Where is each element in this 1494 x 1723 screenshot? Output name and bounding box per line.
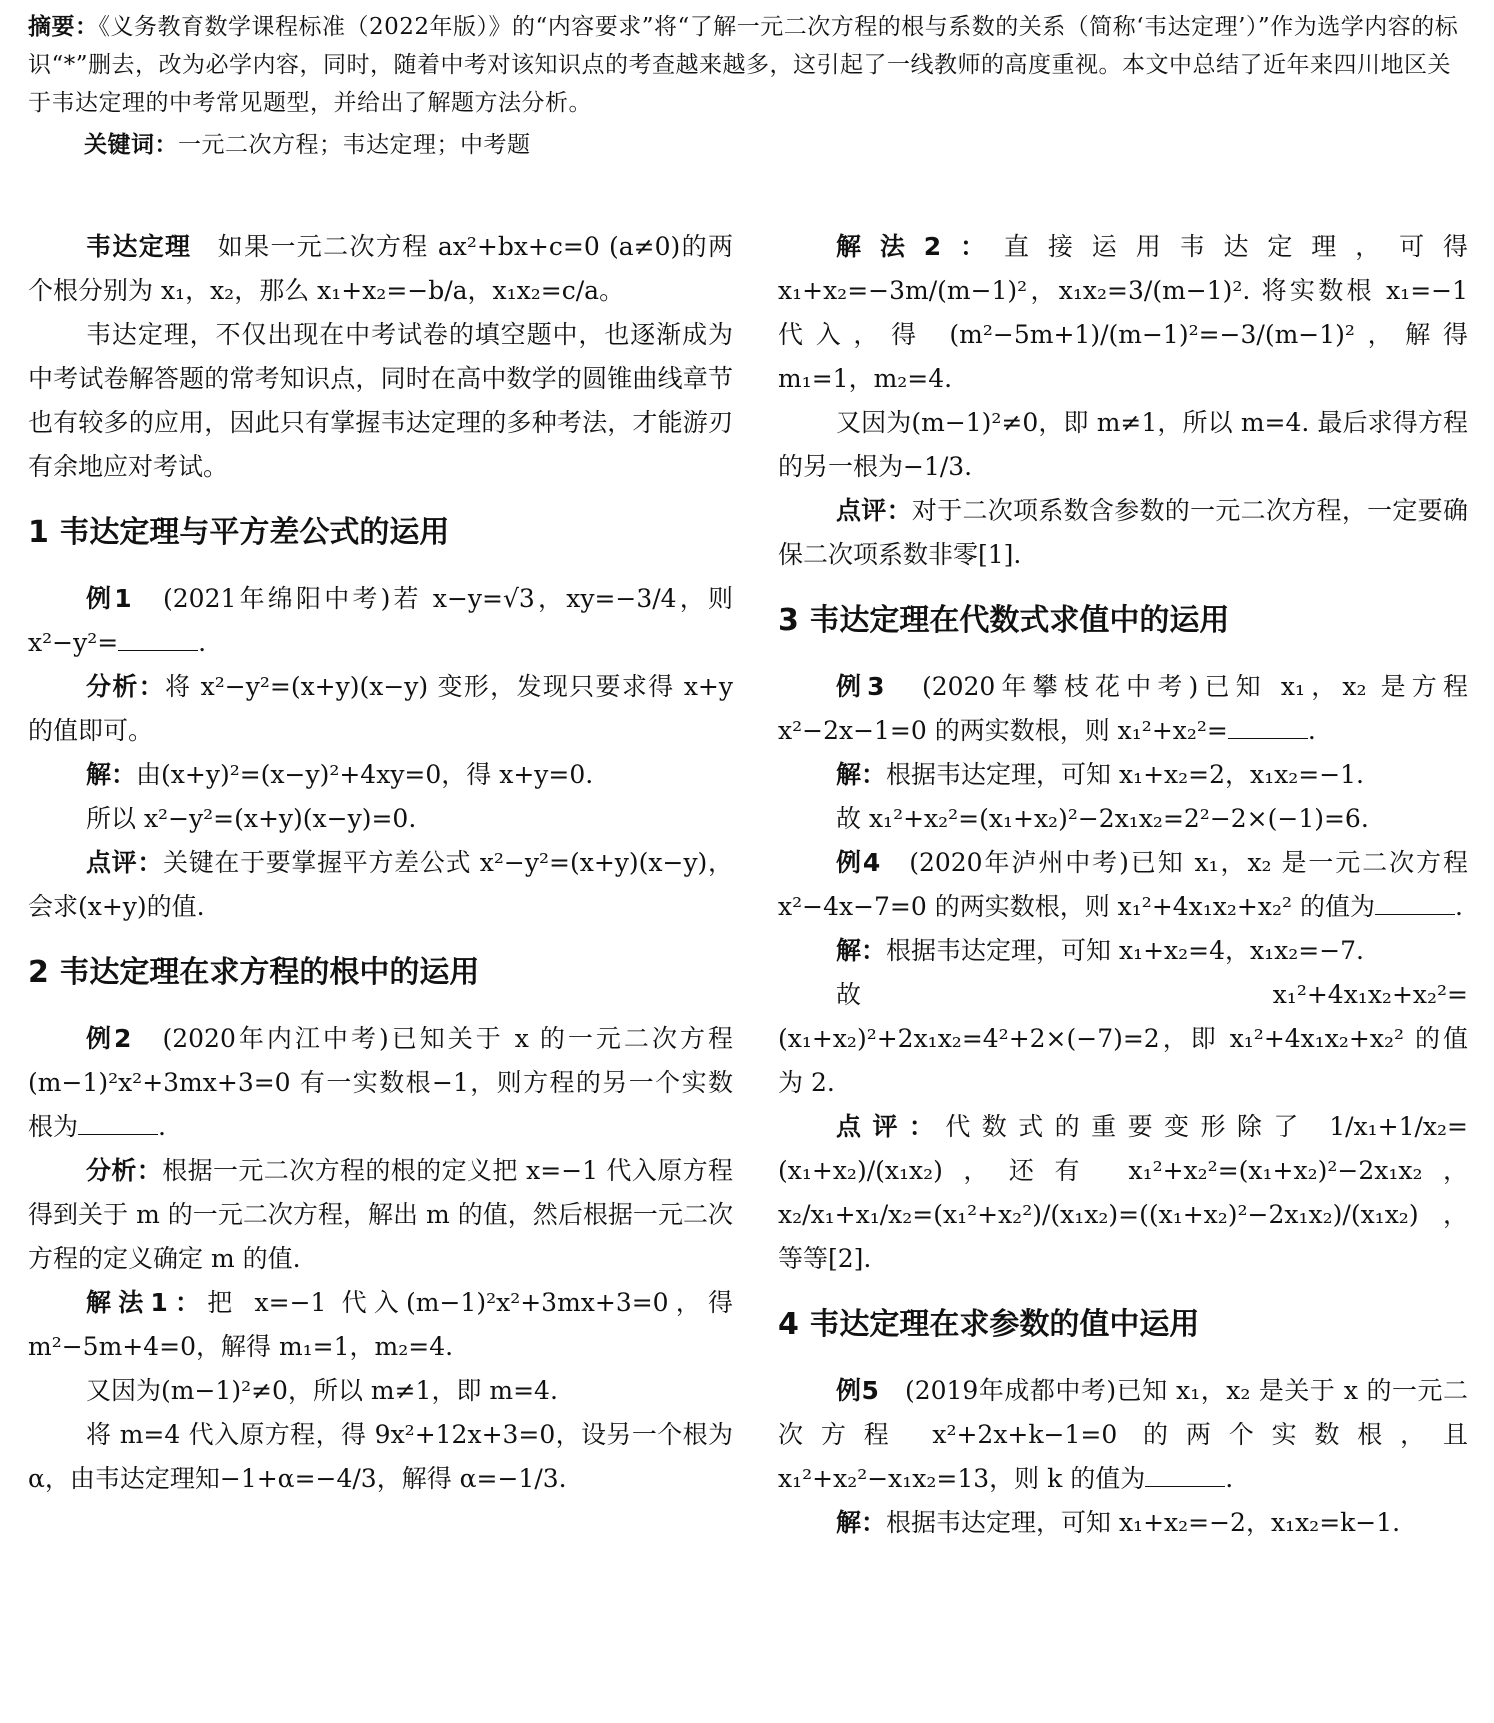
right-column — [778, 225, 1468, 1545]
intro-paragraph: 韦达定理，不仅出现在中考试卷的填空题中，也逐渐成为中考试卷解答题的常考知识点，同时在高中数学的圆锥曲线章节也有较多的应用，因此只有掌握韦达定理的多种考法，才能游刃有余地应对考试。 — [28, 320, 733, 481]
abstract-paragraph — [28, 8, 1468, 122]
example-2-comment-text: 对于二次项系数含参数的一元二次方程，一定要确保二次项系数非零[1]. — [778, 496, 1468, 569]
solution-label: 解： — [86, 760, 137, 789]
example-4-comment-text: 代数式的重要变形除了 1/x₁+1/x₂=(x₁+x₂)/(x₁x₂)，还有 x₁²+x₂²=(x₁+x₂)²−2x₁x₂，x₂/x₁+x₁/x₂=(x₁²+x₂²)/(x₁x₂)=((x₁+x₂)²−2x₁x₂)/(x₁x₂)，等等[2]. — [778, 1112, 1468, 1273]
example-1-text: (2021年绵阳中考)若 x−y=√3，xy=−3/4，则 x²−y²= — [28, 584, 733, 657]
example-1-solution — [28, 753, 733, 797]
example-2-method-1c: 将 m=4 代入原方程，得 9x²+12x+3=0，设另一个根为 α，由韦达定理知−1+α=−4/3，解得 α=−1/3. — [28, 1420, 733, 1493]
example-4 — [778, 841, 1468, 929]
example-5-label: 例5 — [836, 1376, 879, 1405]
example-1-label: 例1 — [86, 584, 132, 613]
example-2-analysis — [28, 1149, 733, 1281]
example-2-method-2-text: 直接运用韦达定理，可得 x₁+x₂=−3m/(m−1)²，x₁x₂=3/(m−1)². 将实数根 x₁=−1 代入，得 (m²−5m+1)/(m−1)²=−3/(m−1)²，解得 m₁=1，m₂=4. — [778, 232, 1468, 393]
theorem-label: 韦达定理 — [86, 232, 192, 261]
method-2-label: 解法2： — [836, 232, 1004, 261]
example-3 — [778, 665, 1468, 753]
example-5-solution — [778, 1501, 1468, 1545]
example-1-analysis-text: 将 x²−y²=(x+y)(x−y) 变形，发现只要求得 x+y 的值即可。 — [28, 672, 733, 745]
example-2-end: . — [158, 1112, 166, 1141]
example-2 — [28, 1017, 733, 1149]
comment-label: 点评： — [836, 496, 912, 525]
example-2-method-1-text: 把 x=−1 代入(m−1)²x²+3mx+3=0，得 m²−5m+4=0，解得 m₁=1，m₂=4. — [28, 1288, 733, 1361]
example-5 — [778, 1369, 1468, 1501]
solution-label: 解： — [836, 1508, 887, 1537]
example-4-comment — [778, 1105, 1468, 1281]
example-5-text: (2019年成都中考)已知 x₁，x₂ 是关于 x 的一元二次方程 x²+2x+k−1=0 的两个实数根，且 x₁²+x₂²−x₁x₂=13，则 k 的值为 — [778, 1376, 1468, 1493]
abstract-block — [28, 8, 1468, 164]
example-1-comment — [28, 841, 733, 929]
example-3-end: . — [1307, 716, 1316, 745]
example-1-analysis — [28, 665, 733, 753]
keywords-paragraph — [28, 126, 1468, 164]
example-3-solution-2: 故 x₁²+x₂²=(x₁+x₂)²−2x₁x₂=2²−2×(−1)=6. — [836, 804, 1369, 833]
example-1-solution-2: 所以 x²−y²=(x+y)(x−y)=0. — [86, 804, 417, 833]
example-3-solution-text: 根据韦达定理，可知 x₁+x₂=2，x₁x₂=−1. — [886, 760, 1364, 789]
analysis-label: 分析： — [86, 1156, 163, 1185]
analysis-label: 分析： — [86, 672, 166, 701]
answer-blank — [1375, 892, 1455, 915]
method-1-label: 解法1： — [86, 1288, 208, 1317]
example-3-solution — [778, 753, 1468, 797]
section-2-heading: 2 韦达定理在求方程的根中的运用 — [28, 955, 480, 990]
solution-label: 解： — [836, 760, 887, 789]
example-3-text: (2020年攀枝花中考)已知 x₁，x₂ 是方程 x²−2x−1=0 的两实数根，则 x₁²+x₂²= — [778, 672, 1468, 745]
example-4-text: (2020年泸州中考)已知 x₁，x₂ 是一元二次方程 x²−4x−7=0 的两实数根，则 x₁²+4x₁x₂+x₂² 的值为 — [778, 848, 1468, 921]
example-2-text: (2020年内江中考)已知关于 x 的一元二次方程(m−1)²x²+3mx+3=0 有一实数根−1，则方程的另一个实数根为 — [28, 1024, 733, 1141]
left-column — [28, 225, 733, 1501]
section-1-heading: 1 韦达定理与平方差公式的运用 — [28, 515, 450, 550]
example-2-method-2b: 又因为(m−1)²≠0，即 m≠1，所以 m=4. 最后求得方程的另一根为−1/3. — [778, 408, 1468, 481]
example-3-label: 例3 — [836, 672, 885, 701]
section-4-heading: 4 韦达定理在求参数的值中运用 — [778, 1307, 1200, 1342]
example-2-comment — [778, 489, 1468, 577]
example-2-method-1 — [28, 1281, 733, 1369]
section-3-heading: 3 韦达定理在代数式求值中的运用 — [778, 603, 1230, 638]
example-1-comment-text: 关键在于要掌握平方差公式 x²−y²=(x+y)(x−y)，会求(x+y)的值. — [28, 848, 733, 921]
abstract-text: 《义务教育数学课程标准（2022年版）》的“内容要求”将“了解一元二次方程的根与系数的关系（简称‘韦达定理’）”作为选学内容的标识“*”删去，改为必学内容，同时，随着中考对该知识点的考查越来越多，这引起了一线教师的高度重视。本文中总结了近年来四川地区关于韦达定理的中考常见题型，并给出了解题方法分析。 — [28, 14, 1459, 116]
example-2-analysis-text: 根据一元二次方程的根的定义把 x=−1 代入原方程得到关于 m 的一元二次方程，解出 m 的值，然后根据一元二次方程的定义确定 m 的值. — [28, 1156, 733, 1273]
example-5-solution-text: 根据韦达定理，可知 x₁+x₂=−2，x₁x₂=k−1. — [886, 1508, 1401, 1537]
example-1 — [28, 577, 733, 665]
answer-blank — [1145, 1464, 1225, 1487]
keywords-text: 一元二次方程；韦达定理；中考题 — [178, 132, 531, 158]
example-1-end: . — [198, 628, 207, 657]
answer-blank — [78, 1112, 158, 1135]
theorem-paragraph — [28, 225, 733, 313]
example-2-method-1b: 又因为(m−1)²≠0，所以 m≠1，即 m=4. — [86, 1376, 558, 1405]
example-2-method-2 — [778, 225, 1468, 401]
example-1-solution-text: 由(x+y)²=(x−y)²+4xy=0，得 x+y=0. — [136, 760, 594, 789]
comment-label: 点评： — [836, 1112, 946, 1141]
solution-label: 解： — [836, 936, 887, 965]
example-4-solution-2: 故 x₁²+4x₁x₂+x₂²=(x₁+x₂)²+2x₁x₂=4²+2×(−7)=2，即 x₁²+4x₁x₂+x₂² 的值为 2. — [778, 980, 1468, 1097]
example-4-solution — [778, 929, 1468, 973]
example-5-end: . — [1225, 1464, 1234, 1493]
example-4-end: . — [1454, 892, 1463, 921]
answer-blank — [1228, 716, 1308, 739]
example-4-solution-text: 根据韦达定理，可知 x₁+x₂=4，x₁x₂=−7. — [886, 936, 1364, 965]
comment-label: 点评： — [86, 848, 164, 877]
example-2-label: 例2 — [86, 1024, 132, 1053]
abstract-label: 摘要： — [28, 14, 99, 40]
keywords-label: 关键词： — [84, 132, 178, 158]
theorem-text: 如果一元二次方程 ax²+bx+c=0 (a≠0)的两个根分别为 x₁，x₂，那么 x₁+x₂=−b/a，x₁x₂=c/a。 — [28, 232, 733, 305]
answer-blank — [118, 628, 198, 651]
example-4-label: 例4 — [836, 848, 881, 877]
